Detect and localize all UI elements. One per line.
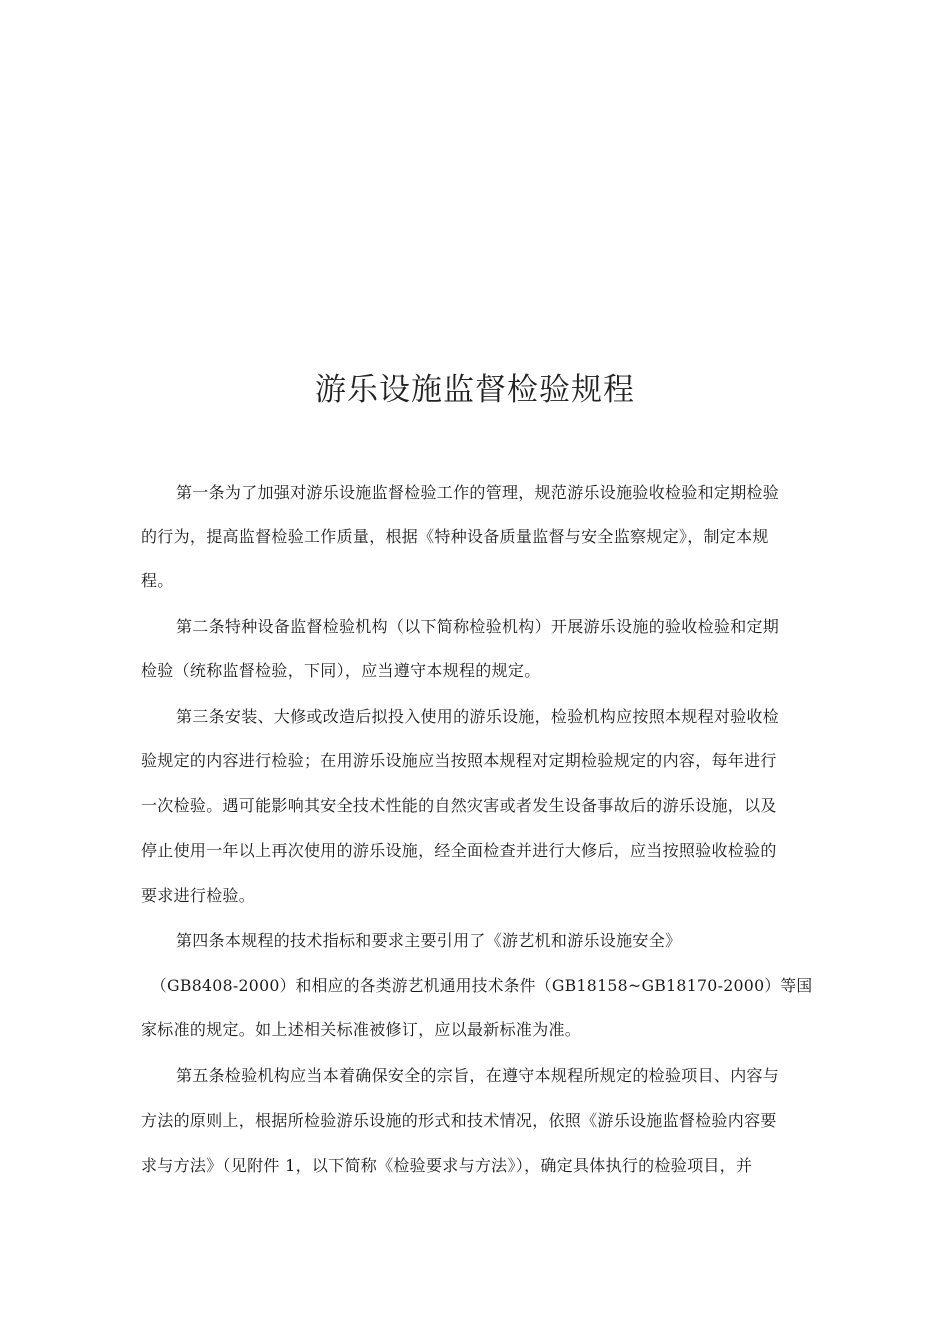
paragraph-line: 程。 [141, 571, 174, 590]
paragraph-line: 要求进行检验。 [141, 886, 256, 905]
paragraph-line: 第二条特种设备监督检验机构（以下简称检验机构）开展游乐设施的验收检验和定期 [176, 617, 780, 636]
paragraph-line: 方法的原则上，根据所检验游乐设施的形式和技术情况，依照《游乐设施监督检验内容要 [141, 1111, 777, 1130]
paragraph-line: 第四条本规程的技术指标和要求主要引用了《游艺机和游乐设施安全》 [176, 931, 682, 950]
paragraph-line: 第五条检验机构应当本着确保安全的宗旨，在遵守本规程所规定的检验项目、内容与 [176, 1066, 780, 1085]
paragraph-line: 求与方法》（见附件 1，以下简称《检验要求与方法》），确定具体执行的检验项目，并 [141, 1156, 753, 1175]
paragraph-line: 第一条为了加强对游乐设施监督检验工作的管理，规范游乐设施验收检验和定期检验 [176, 483, 780, 502]
document-title: 游乐设施监督检验规程 [315, 372, 635, 408]
paragraph-line: 的行为，提高监督检验工作质量，根据《特种设备质量监督与安全监察规定》，制定本规 [141, 527, 769, 546]
paragraph-line: 停止使用一年以上再次使用的游乐设施，经全面检查并进行大修后，应当按照验收检验的 [141, 841, 777, 860]
paragraph-line: 验规定的内容进行检验；在用游乐设施应当按照本规程对定期检验规定的内容，每年进行 [141, 751, 777, 770]
paragraph-line: 一次检验。遇可能影响其安全技术性能的自然灾害或者发生设备事故后的游乐设施，以及 [141, 796, 777, 815]
paragraph-line: 第三条安装、大修或改造后拟投入使用的游乐设施，检验机构应按照本规程对验收检 [176, 707, 780, 726]
paragraph-line: 检验（统称监督检验，下同），应当遵守本规程的规定。 [141, 661, 541, 680]
paragraph-line: 家标准的规定。如上述相关标准被修订，应以最新标准为准。 [141, 1020, 582, 1039]
paragraph-line: （GB8408-2000）和相应的各类游艺机通用技术条件（GB18158~GB18170-2000）等国 [151, 976, 813, 995]
